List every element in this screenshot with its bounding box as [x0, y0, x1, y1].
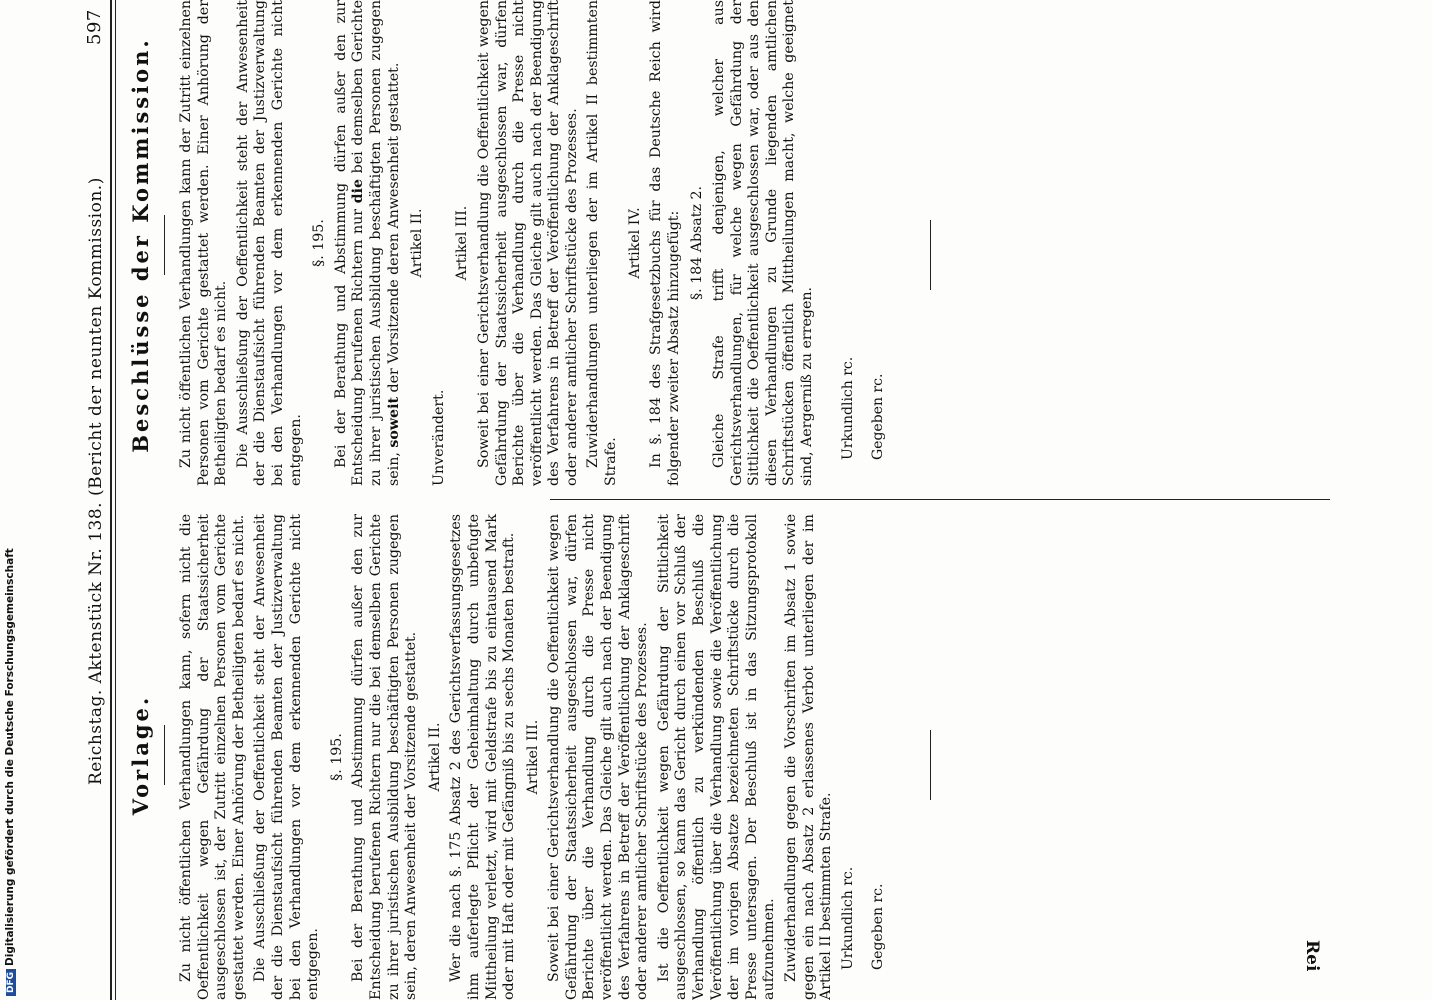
left-section-195-heading: §. 195.: [328, 733, 345, 781]
left-article-3-paragraph-3: Zuwiderhandlungen gegen die Vorschriften im Absatz 1 sowie gegen ein nach Absatz 2 erlassenes Verbot unterliegen der im Artikel II bestimmten Strafe.: [783, 514, 835, 1000]
right-article-4-heading: Artikel IV.: [626, 207, 643, 279]
header-rule-top: [110, 0, 112, 1000]
left-section-195-text: Bei der Berathung und Abstimmung dürfen außer den zur Entscheidung berufenen Richtern nur die bei demselben Gerichte zu ihrer juristischen Ausbildung beschäftigten Personen zugegen sein, deren Anwesenheit der Vorsitzende gestattet.: [350, 514, 420, 1000]
right-section-184-heading: §. 184 Absatz 2.: [689, 186, 706, 300]
left-column-title: Vorlage.: [128, 694, 153, 816]
left-article-3-paragraph-2: Ist die Oeffentlichkeit wegen Gefährdung der Sittlichkeit ausgeschlossen, so kann das Gericht durch einen vor Schluß der Verhandlung öffentlich zu verkündenden Beschluß die Veröffentlichung über die Verhandlung sowie die Veröffentlichung der im vorigen Absatze bezeichneten Schriftstücke durch die Presse untersagen. Der Beschluß ist in das Sitzungsprotokoll aufzunehmen.: [655, 514, 778, 1000]
right-paragraph-2: Die Ausschließung der Oeffentlichkeit steht der Anwesenheit der die Dienstaufsicht führenden Beamten der Justizverwaltung bei den Verhandlungen vor dem erkennenden Gerichte nicht entgegen.: [234, 0, 304, 486]
digitization-credit: [4, 548, 16, 996]
right-article-3-paragraph-3: Zuwiderhandlungen unterliegen der im Artikel II bestimmten Strafe.: [585, 0, 620, 486]
left-title-rule: [164, 725, 165, 785]
left-end-rule: [930, 730, 931, 800]
right-paragraph-1: Zu nicht öffentlichen Verhandlungen kann der Zutritt einzelnen Personen vom Gerichte gestattet werden. Einer Anhörung der Betheiligten bedarf es nicht.: [178, 0, 230, 486]
left-article-2-heading: Artikel II.: [426, 722, 443, 792]
right-section-195-text: [333, 0, 403, 486]
page-number: 597: [84, 9, 105, 45]
right-article-2-heading: Artikel II.: [409, 208, 426, 278]
left-paragraph-2: Die Ausschließung der Oeffentlichkeit steht der Anwesenheit der die Dienstaufsicht führenden Beamten der Justizverwaltung bei den Verhandlungen vor dem erkennenden Gerichte nicht entgegen.: [252, 514, 322, 1000]
right-article-2-text: Unverändert.: [430, 389, 447, 486]
right-section-195-heading: §. 195.: [311, 219, 328, 267]
left-column-text: [178, 514, 840, 1000]
rotated-page-content: [70, 0, 1390, 1000]
right-article-4-text: In §. 184 des Strafgesetzbuchs für das Deutsche Reich wird folgender zweiter Absatz hinzugefügt:: [648, 0, 682, 486]
right-column-title: Beschlüsse der Kommission.: [128, 37, 153, 453]
right-article-3-heading: Artikel III.: [454, 205, 471, 281]
right-gegeben: Gegeben rc.: [870, 373, 886, 460]
right-section-195-bold-soweit: soweit: [385, 396, 402, 448]
left-gegeben: Gegeben rc.: [870, 883, 886, 970]
column-divider: [550, 499, 1330, 500]
credit-text: Digitalisierung gefördert durch die Deutsche Forschungsgemeinschaft: [4, 548, 16, 966]
left-article-2-text: Wer die nach §. 175 Absatz 2 des Gerichtsverfassungsgesetzes ihm auferlegte Pflicht der Geheimhaltung durch unbefugte Mittheilung verletzt, wird mit Geldstrafe bis zu eintausend Mark oder mit Haft oder mit Gefängniß bis zu sechs Monaten bestraft.: [448, 514, 518, 1000]
left-urkundlich: Urkundlich rc.: [840, 866, 856, 970]
header-label: Reichstag. Aktenstück Nr. 138. (Bericht der neunten Kommission.): [86, 177, 106, 785]
left-paragraph-1: Zu nicht öffentlichen Verhandlungen kann, sofern nicht die Oeffentlichkeit wegen Gefährdung der Staatssicherheit ausgeschlossen ist, der Zutritt einzelnen Personen vom Gerichte gestattet werden. Einer Anhörung der Betheiligten bedarf es nicht.: [178, 514, 247, 1000]
right-end-rule: [930, 220, 931, 290]
right-section-195-text-a: Bei der Berathung und Abstimmung dürfen außer den zur Entscheidung berufenen Richtern nur: [332, 0, 367, 486]
left-article-3-paragraph-1: Soweit bei einer Gerichtsverhandlung die Oeffentlichkeit wegen Gefährdung der Staatssicherheit ausgeschlossen war, dürfen Berichte über die Verhandlung durch die Presse nicht veröffentlicht werden. Das Gleiche gilt auch nach der Beendigung des Verfahrens in Betreff der Veröffentlichung der Anklageschrift oder anderer amtlicher Schriftstücke des Prozesses.: [546, 514, 651, 1000]
right-column-text: [178, 0, 821, 486]
left-article-3-heading: Artikel III.: [524, 719, 541, 795]
left-signature-block: [840, 770, 900, 970]
right-section-195-bold-die: die: [350, 178, 367, 204]
right-section-195-text-b: bei demselben Gerichte zu ihrer juristischen Ausbildung beschäftigten Personen zugegen sein,: [350, 0, 402, 486]
dfg-logo: DFG: [6, 969, 16, 996]
right-signature-block: [840, 260, 900, 460]
right-section-184-text: Gleiche Strafe trifft denjenigen, welcher aus Gerichtsverhandlungen, für welche wegen Gefährdung der Sittlichkeit die Oeffentlichkeit ausgeschlossen war, oder aus den diesen Verhandlungen zu Grunde liegenden amtlichen Schriftstücken öffentlich Mittheilungen macht, welche geeignet sind, Aergerniß zu erregen.: [711, 0, 815, 486]
right-article-3-paragraph-1: Soweit bei einer Gerichtsverhandlung die Oeffentlichkeit wegen Gefährdung der Staatssicherheit ausgeschlossen war, dürfen Berichte über die Verhandlung durch die Presse nicht veröffentlicht werden. Das Gleiche gilt auch nach der Beendigung des Verfahrens in Betreff der Veröffentlichung der Anklageschrift oder anderer amtlicher Schriftstücke des Prozesses.: [475, 0, 580, 486]
right-section-195-text-c: der Vorsitzende deren Anwesenheit gestattet.: [385, 62, 402, 393]
facing-page-edge-text: Rei: [1302, 940, 1322, 972]
right-title-rule: [164, 215, 165, 275]
header-rule-bottom: [115, 0, 116, 1000]
right-urkundlich: Urkundlich rc.: [840, 356, 856, 460]
